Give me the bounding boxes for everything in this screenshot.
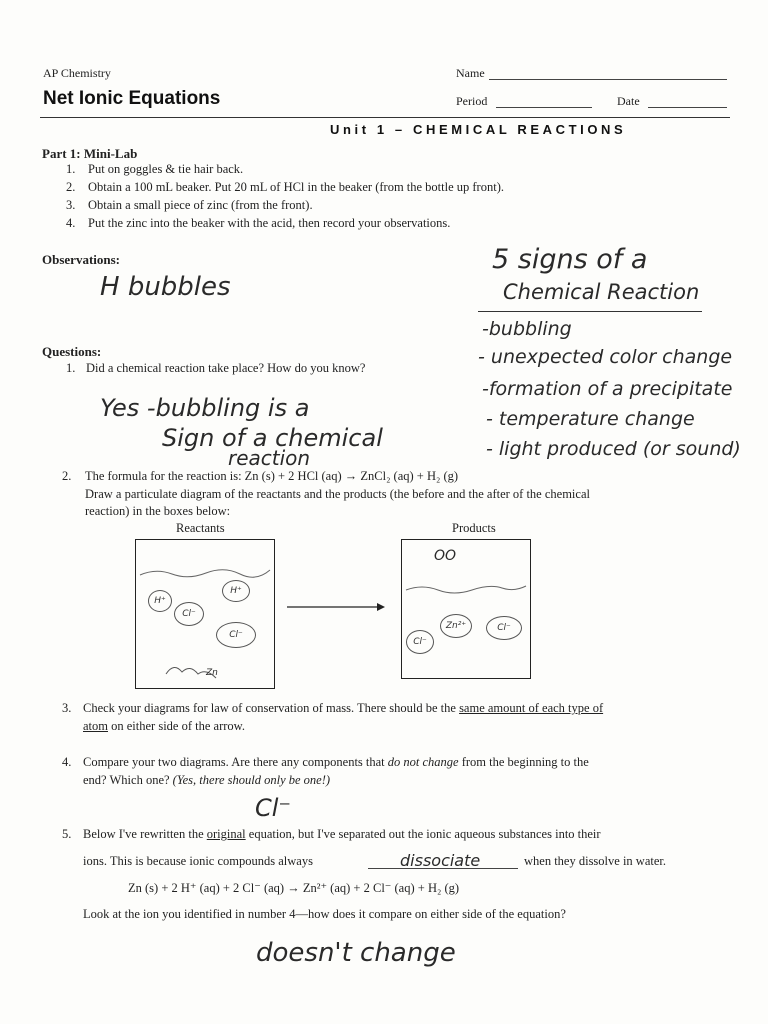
part1-heading: Part 1: Mini-Lab xyxy=(42,146,138,161)
sign-item: - unexpected color change xyxy=(478,346,733,368)
signs-underline xyxy=(478,311,702,312)
step-text: Obtain a small piece of zinc (from the front). xyxy=(88,198,313,212)
sign-item: -bubbling xyxy=(482,318,572,340)
step-text: Put on goggles & tie hair back. xyxy=(88,162,244,176)
date-label: Date xyxy=(617,94,640,108)
particle-cl-minus: Cl⁻ xyxy=(216,622,256,648)
page-title: Net Ionic Equations xyxy=(43,88,221,109)
name-field-line[interactable] xyxy=(489,79,727,80)
step-number: 4. xyxy=(66,216,76,230)
q4-number: 4. xyxy=(62,755,72,769)
particle-cl-minus: Cl⁻ xyxy=(486,616,522,640)
particle-cl-minus: Cl⁻ xyxy=(174,602,204,626)
observations-label: Observations: xyxy=(42,252,120,267)
reactants-box[interactable] xyxy=(135,539,275,689)
q4-text-2: end? Which one? (Yes, there should only be one!) xyxy=(83,773,331,787)
sign-item: - temperature change xyxy=(486,408,695,430)
name-label: Name xyxy=(456,66,485,80)
particle-cl-minus: Cl⁻ xyxy=(406,630,434,654)
unit-heading: Unit 1 – CHEMICAL REACTIONS xyxy=(330,122,627,137)
q5-number: 5. xyxy=(62,827,72,841)
look-answer: doesn't change xyxy=(256,938,456,968)
questions-label: Questions: xyxy=(42,344,102,359)
reactants-label: Reactants xyxy=(176,521,225,535)
date-field-line[interactable] xyxy=(648,107,727,108)
header-divider xyxy=(40,117,730,118)
observations-answer: H bubbles xyxy=(100,272,231,302)
q1-number: 1. xyxy=(66,361,76,375)
q4-answer: Cl⁻ xyxy=(255,794,292,822)
particle-h-plus: H⁺ xyxy=(222,580,250,602)
sign-item: -formation of a precipitate xyxy=(482,378,733,400)
q2-text: The formula for the reaction is: Zn (s) + 2 HCl (aq) → ZnCl₂ (aq) + H₂ (g) xyxy=(85,469,459,483)
ionic-equation: Zn (s) + 2 H⁺ (aq) + 2 Cl⁻ (aq) → Zn²⁺ (aq) + 2 Cl⁻ (aq) + H₂ (g) xyxy=(128,881,460,895)
q5-text-3: when they dissolve in water. xyxy=(524,854,666,868)
q4-text: Compare your two diagrams. Are there any components that do not change from the beginning to the xyxy=(83,755,589,769)
step-number: 3. xyxy=(66,198,76,212)
period-field-line[interactable] xyxy=(496,107,592,108)
q1-answer-3: reaction xyxy=(228,446,311,470)
step-number: 2. xyxy=(66,180,76,194)
step-number: 1. xyxy=(66,162,76,176)
liquid-wave-icon xyxy=(136,540,274,688)
q2-text-2: Draw a particulate diagram of the reactants and the products (the before and the after of the chemical xyxy=(85,487,590,501)
q2-text-3: reaction) in the boxes below: xyxy=(85,504,231,518)
q3-number: 3. xyxy=(62,701,72,715)
products-label: Products xyxy=(452,521,496,535)
step-text: Obtain a 100 mL beaker. Put 20 mL of HCl in the beaker (from the bottle up front). xyxy=(88,180,504,194)
zinc-solid-label: Zn xyxy=(206,668,218,678)
q1-answer: Yes -bubbling is a xyxy=(100,394,310,422)
look-text: Look at the ion you identified in number 4—how does it compare on either side of the equation? xyxy=(83,907,566,921)
signs-title: 5 signs of a xyxy=(492,244,648,275)
q5-text: Below I've rewritten the original equation, but I've separated out the ionic aqueous substances into their xyxy=(83,827,601,841)
sign-item: - light produced (or sound) xyxy=(486,438,741,460)
q3-text-2: atom on either side of the arrow. xyxy=(83,719,245,733)
q5-blank-answer: dissociate xyxy=(400,851,481,870)
course-label: AP Chemistry xyxy=(43,66,111,80)
signs-title-2: Chemical Reaction xyxy=(503,280,700,304)
gas-bubble-label: OO xyxy=(434,548,457,564)
reaction-arrow-icon xyxy=(287,600,387,614)
q1-answer-2: Sign of a chemical xyxy=(162,424,383,452)
step-text: Put the zinc into the beaker with the acid, then record your observations. xyxy=(88,216,451,230)
period-label: Period xyxy=(456,94,488,108)
q1-text: Did a chemical reaction take place? How do you know? xyxy=(86,361,366,375)
products-box[interactable] xyxy=(401,539,531,679)
liquid-wave-icon xyxy=(402,540,530,678)
particle-zn-2plus: Zn²⁺ xyxy=(440,614,472,638)
q3-text: Check your diagrams for law of conservation of mass. There should be the same amount of each type of xyxy=(83,701,604,715)
q2-number: 2. xyxy=(62,469,72,483)
particle-h-plus: H⁺ xyxy=(148,590,172,612)
q5-text-2: ions. This is because ionic compounds always xyxy=(83,854,313,868)
